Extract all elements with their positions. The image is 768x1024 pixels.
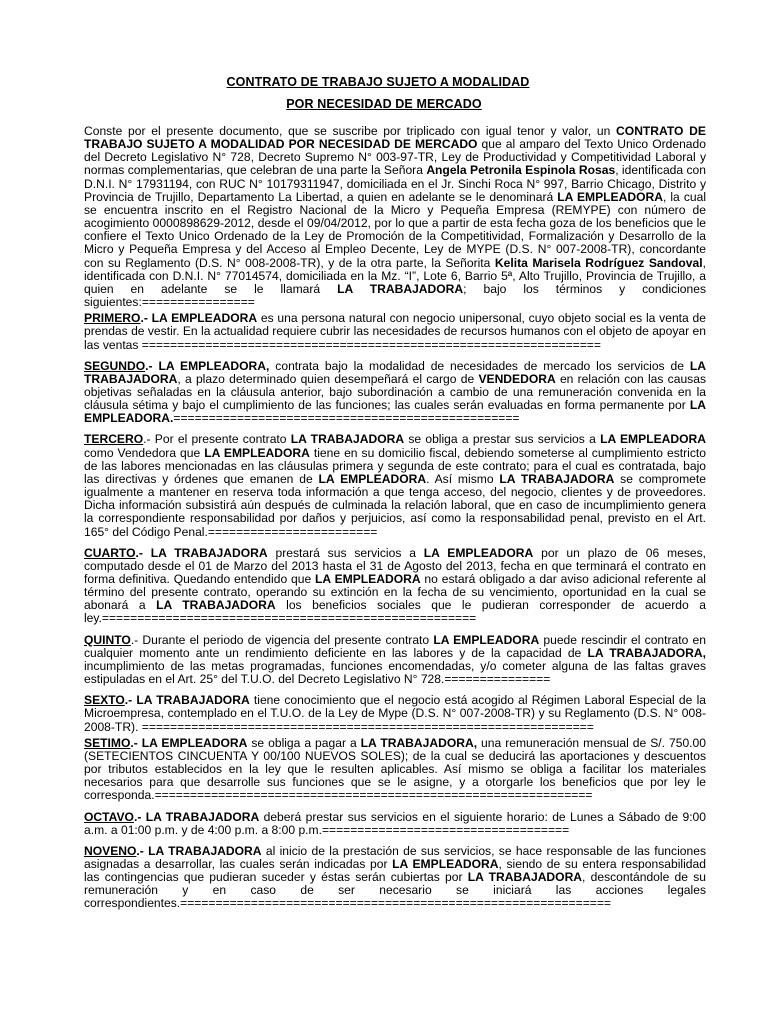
clause-primero xyxy=(84,312,706,351)
document-title-line-1: CONTRATO DE TRABAJO SUJETO A MODALIDAD xyxy=(226,75,530,89)
body-text: como Vendedora que xyxy=(84,445,205,460)
bold-text: .- LA EMPLEADORA xyxy=(140,311,258,326)
bold-text: LA EMPLEADORA xyxy=(315,572,421,586)
clause-label: OCTAVO xyxy=(84,809,134,824)
clause-segundo xyxy=(84,360,706,426)
clause-label: CUARTO xyxy=(84,545,136,560)
bold-text: LA TRABAJADORA xyxy=(499,471,615,486)
body-text: deberá prestar sus servicios en el siguiente horario: de Lunes a Sábado de 9:00 a.m. a 01:00 p.m. y de 4:00 p.m. a 8:00 p.m.=================================== xyxy=(84,809,707,837)
bold-text: LA EMPLEADORA xyxy=(557,189,663,204)
clause-setimo xyxy=(84,737,706,803)
body-text: ================================================= xyxy=(173,411,520,426)
body-text: incumplimiento de las metas programadas, funciones encomendadas, y/o cometer alguna de las faltas graves estipuladas en el Art. 25° del T.U.O. del Decreto Legislativo N° 728.=============== xyxy=(84,658,706,687)
clause-cuarto xyxy=(84,547,706,626)
body-text: prestará sus servicios a xyxy=(267,545,424,560)
bold-text: LA EMPLEADORA xyxy=(600,432,706,447)
bold-text: LA EMPLEADORA xyxy=(204,445,310,460)
body-text: los beneficios sociales que le pudieran corresponder de acuerdo a ley.===================================================== xyxy=(84,598,706,626)
clause-label: SEGUNDO xyxy=(84,358,146,373)
body-text: .- Por el presente contrato xyxy=(143,432,291,447)
bold-text: LA EMPLEADORA xyxy=(423,545,534,560)
clause-sexto xyxy=(84,694,706,733)
bold-text: .- LA EMPLEADORA, xyxy=(145,358,270,373)
clause-label: NOVENO xyxy=(84,843,137,858)
clause-noveno xyxy=(84,845,706,911)
bold-text: LA TRABAJADORA, xyxy=(360,735,478,750)
bold-text: Kelita Marisela Rodríguez Sandoval xyxy=(494,255,703,270)
clause-label: SEXTO xyxy=(84,693,125,708)
bold-text: LA EMPLEADORA xyxy=(392,856,499,871)
clause-label: TERCERO xyxy=(84,432,144,447)
bold-text: VENDEDORA xyxy=(478,371,556,386)
bold-text: .- LA TRABAJADORA xyxy=(135,545,268,560)
bold-text: LA TRABAJADORA xyxy=(290,432,405,447)
preamble-paragraph xyxy=(84,125,706,309)
body-text: . Así mismo xyxy=(426,471,500,486)
body-text: en relación con las causas objetivas señaladas en la cláusula anterior, bajo subordinación a cambio de una remuneración convenida en la cláusula sétima y bajo el cumplimiento de las funciones; las cuales serán evaluadas en forma permanente por xyxy=(84,371,706,413)
body-text: Conste por el presente documento, que se suscribe por triplicado con igual tenor y valor, un xyxy=(84,124,617,138)
body-text: al inicio de la prestación de sus servicios, se hace responsable de las funciones asignadas a desarrollar, las cuales serán indicadas por xyxy=(84,843,706,871)
bold-text: LA EMPLEADORA xyxy=(433,632,540,647)
body-text: , la cual se encuentra inscrito en el Registro Nacional de la Micro y Pequeña Empresa (REMYPE) con número de acogimiento 0000898629-2012, desde el 09/04/2012, por lo que a partir de esta fecha goza de los beneficios que le confiere el Texto Unico Ordenado de la Ley de Promoción de la Competitividad, Formalización y Desarrollo de la Micro y Pequeña Empresa y del Acceso al Empleo Decente, Ley de MYPE (D.S. N° 007-2008-TR), concordante con su Reglamento (D.S. N° 008-2008-TR), y de la otra parte, la Señorita xyxy=(84,189,707,270)
bold-text: .- LA TRABAJADORA xyxy=(136,843,262,858)
bold-text: LA TRABAJADORA xyxy=(84,358,706,386)
clause-quinto xyxy=(84,634,706,687)
clause-octavo xyxy=(84,811,706,837)
bold-text: Angela Petronila Espinola Rosas xyxy=(426,163,616,178)
clause-label: PRIMERO xyxy=(84,311,141,326)
body-text: que al amparo del Texto Unico Ordenado del Decreto Legislativo N° 728, Decreto Supremo N° 003-97-TR, Ley de Productividad y Competitividad Laboral y normas complementarias, que celebran de una parte la Señora xyxy=(84,137,706,178)
body-text: , descontándole de su remuneración y en caso de ser necesario se iniciará las acciones legales correspondientes.============================================================= xyxy=(84,870,706,911)
clause-label: SETIMO xyxy=(84,735,131,750)
body-text: por un plazo de 06 meses, computado desde el 01 de Marzo del 2013 hasta el 31 de Agosto del 2013, fecha en que terminará el contrato en forma definitiva. Quedando entendido que xyxy=(84,545,707,586)
clause-tercero xyxy=(84,433,706,538)
body-text: puede rescindir el contrato en cualquier momento ante un rendimiento deficiente en las labores y de la capacidad de xyxy=(84,632,706,660)
body-text: , identificada con D.N.I. N° 17931194, con RUC N° 10179311947, domiciliada en el Jr. Sinchi Roca N° 997, Barrio Chicago, Distrito y Provincia de Trujillo, Departamento La Libertad, a quien en adelante se le denominará xyxy=(84,163,706,204)
bold-text: .- LA TRABAJADORA xyxy=(133,809,260,824)
bold-text: LA EMPLEADORA xyxy=(318,471,427,486)
body-text: no estará obligado a dar aviso adicional referente al término del presente contrato, operando su extinción en la fecha de su vencimiento, oportunidad en la cual se abonará a xyxy=(84,572,706,613)
clause-label: QUINTO xyxy=(84,632,131,647)
bold-text: LA TRABAJADORA xyxy=(337,281,464,296)
body-text: , siendo de su entera responsabilidad las contingencias que pudieran suceder y éstas serán cubiertas por xyxy=(84,856,706,885)
document-header xyxy=(0,74,768,112)
bold-text: .- LA TRABAJADORA xyxy=(124,693,250,708)
body-text: contrata bajo la modalidad de necesidades de mercado los servicios de xyxy=(269,358,690,373)
bold-text: LA TRABAJADORA xyxy=(467,870,583,885)
body-text: se obliga a prestar sus servicios a xyxy=(404,432,601,447)
bold-text: CONTRATO DE TRABAJO SUJETO A MODALIDAD POR NECESIDAD DE MERCADO xyxy=(84,124,706,152)
bold-text: LA EMPLEADORA. xyxy=(84,398,706,426)
body-text: , a plazo determinado quien desempeñará el cargo de xyxy=(177,371,479,386)
body-text: , identificada con D.N.I. N° 77014574, domiciliada en la Mz. “I”, Lote 6, Barrio 5ª, Alto Trujillo, Provincia de Trujillo, a quien en adelante se le llamará xyxy=(84,255,706,296)
bold-text: LA TRABAJADORA xyxy=(156,598,276,613)
body-text: .- Durante el periodo de vigencia del presente contrato xyxy=(130,632,434,647)
body-text: tiene en su domicilio fiscal, debiendo someterse al cumplimiento estricto de las labores mencionadas en las cláusulas primera y segunda de este contrato; para el cual es contratada, bajo las directivas y órdenes que emanen de xyxy=(84,445,706,486)
bold-text: .- LA EMPLEADORA xyxy=(130,735,248,750)
body-text: es una persona natural con negocio unipersonal, cuyo objeto social es la venta de prendas de vestir. En la actualidad requiere cubrir las necesidades de recursos humanos con el objeto de apoyar en las ventas ================================================================= xyxy=(84,311,706,352)
body-text: tiene conocimiento que el negocio está acogido al Régimen Laboral Especial de la Microempresa, contemplado en el T.U.O. de la Ley de Mype (D.S. N° 007-2008-TR) y su Reglamento (D.S. N° 008-2008-TR). ================================================================ xyxy=(84,693,706,734)
body-text: una remuneración mensual de S/. 750.00 (SETECIENTOS CINCUENTA Y 00/100 NUEVOS SOLES); de la cual se deducirá las aportaciones y descuentos por tributos establecidos en la ley que le resulten aplicables. Así mismo se obliga a facilitar los materiales necesarios para que desarrolle sus funciones que se le asigne, y a otorgarle los beneficios que por ley le corresponda.============================================================== xyxy=(84,735,706,803)
body-text: se compromete igualmente a mantener en reserva toda información a que tenga acceso, del negocio, clientes y de proveedores. Dicha información subsistirá aún después de culminada la relación laboral, que en caso de incumplimiento genera la correspondiente responsabilidad por daños y perjuicios, así como la responsabilidad penal, previsto en el Art. 165° del Código Penal.======================== xyxy=(84,471,706,539)
document-title-line-2: POR NECESIDAD DE MERCADO xyxy=(286,97,482,111)
body-text: ; bajo los términos y condiciones siguientes:================ xyxy=(84,281,706,310)
bold-text: LA TRABAJADORA, xyxy=(587,645,706,660)
document-body xyxy=(84,125,706,911)
body-text: se obliga a pagar a xyxy=(247,735,361,750)
